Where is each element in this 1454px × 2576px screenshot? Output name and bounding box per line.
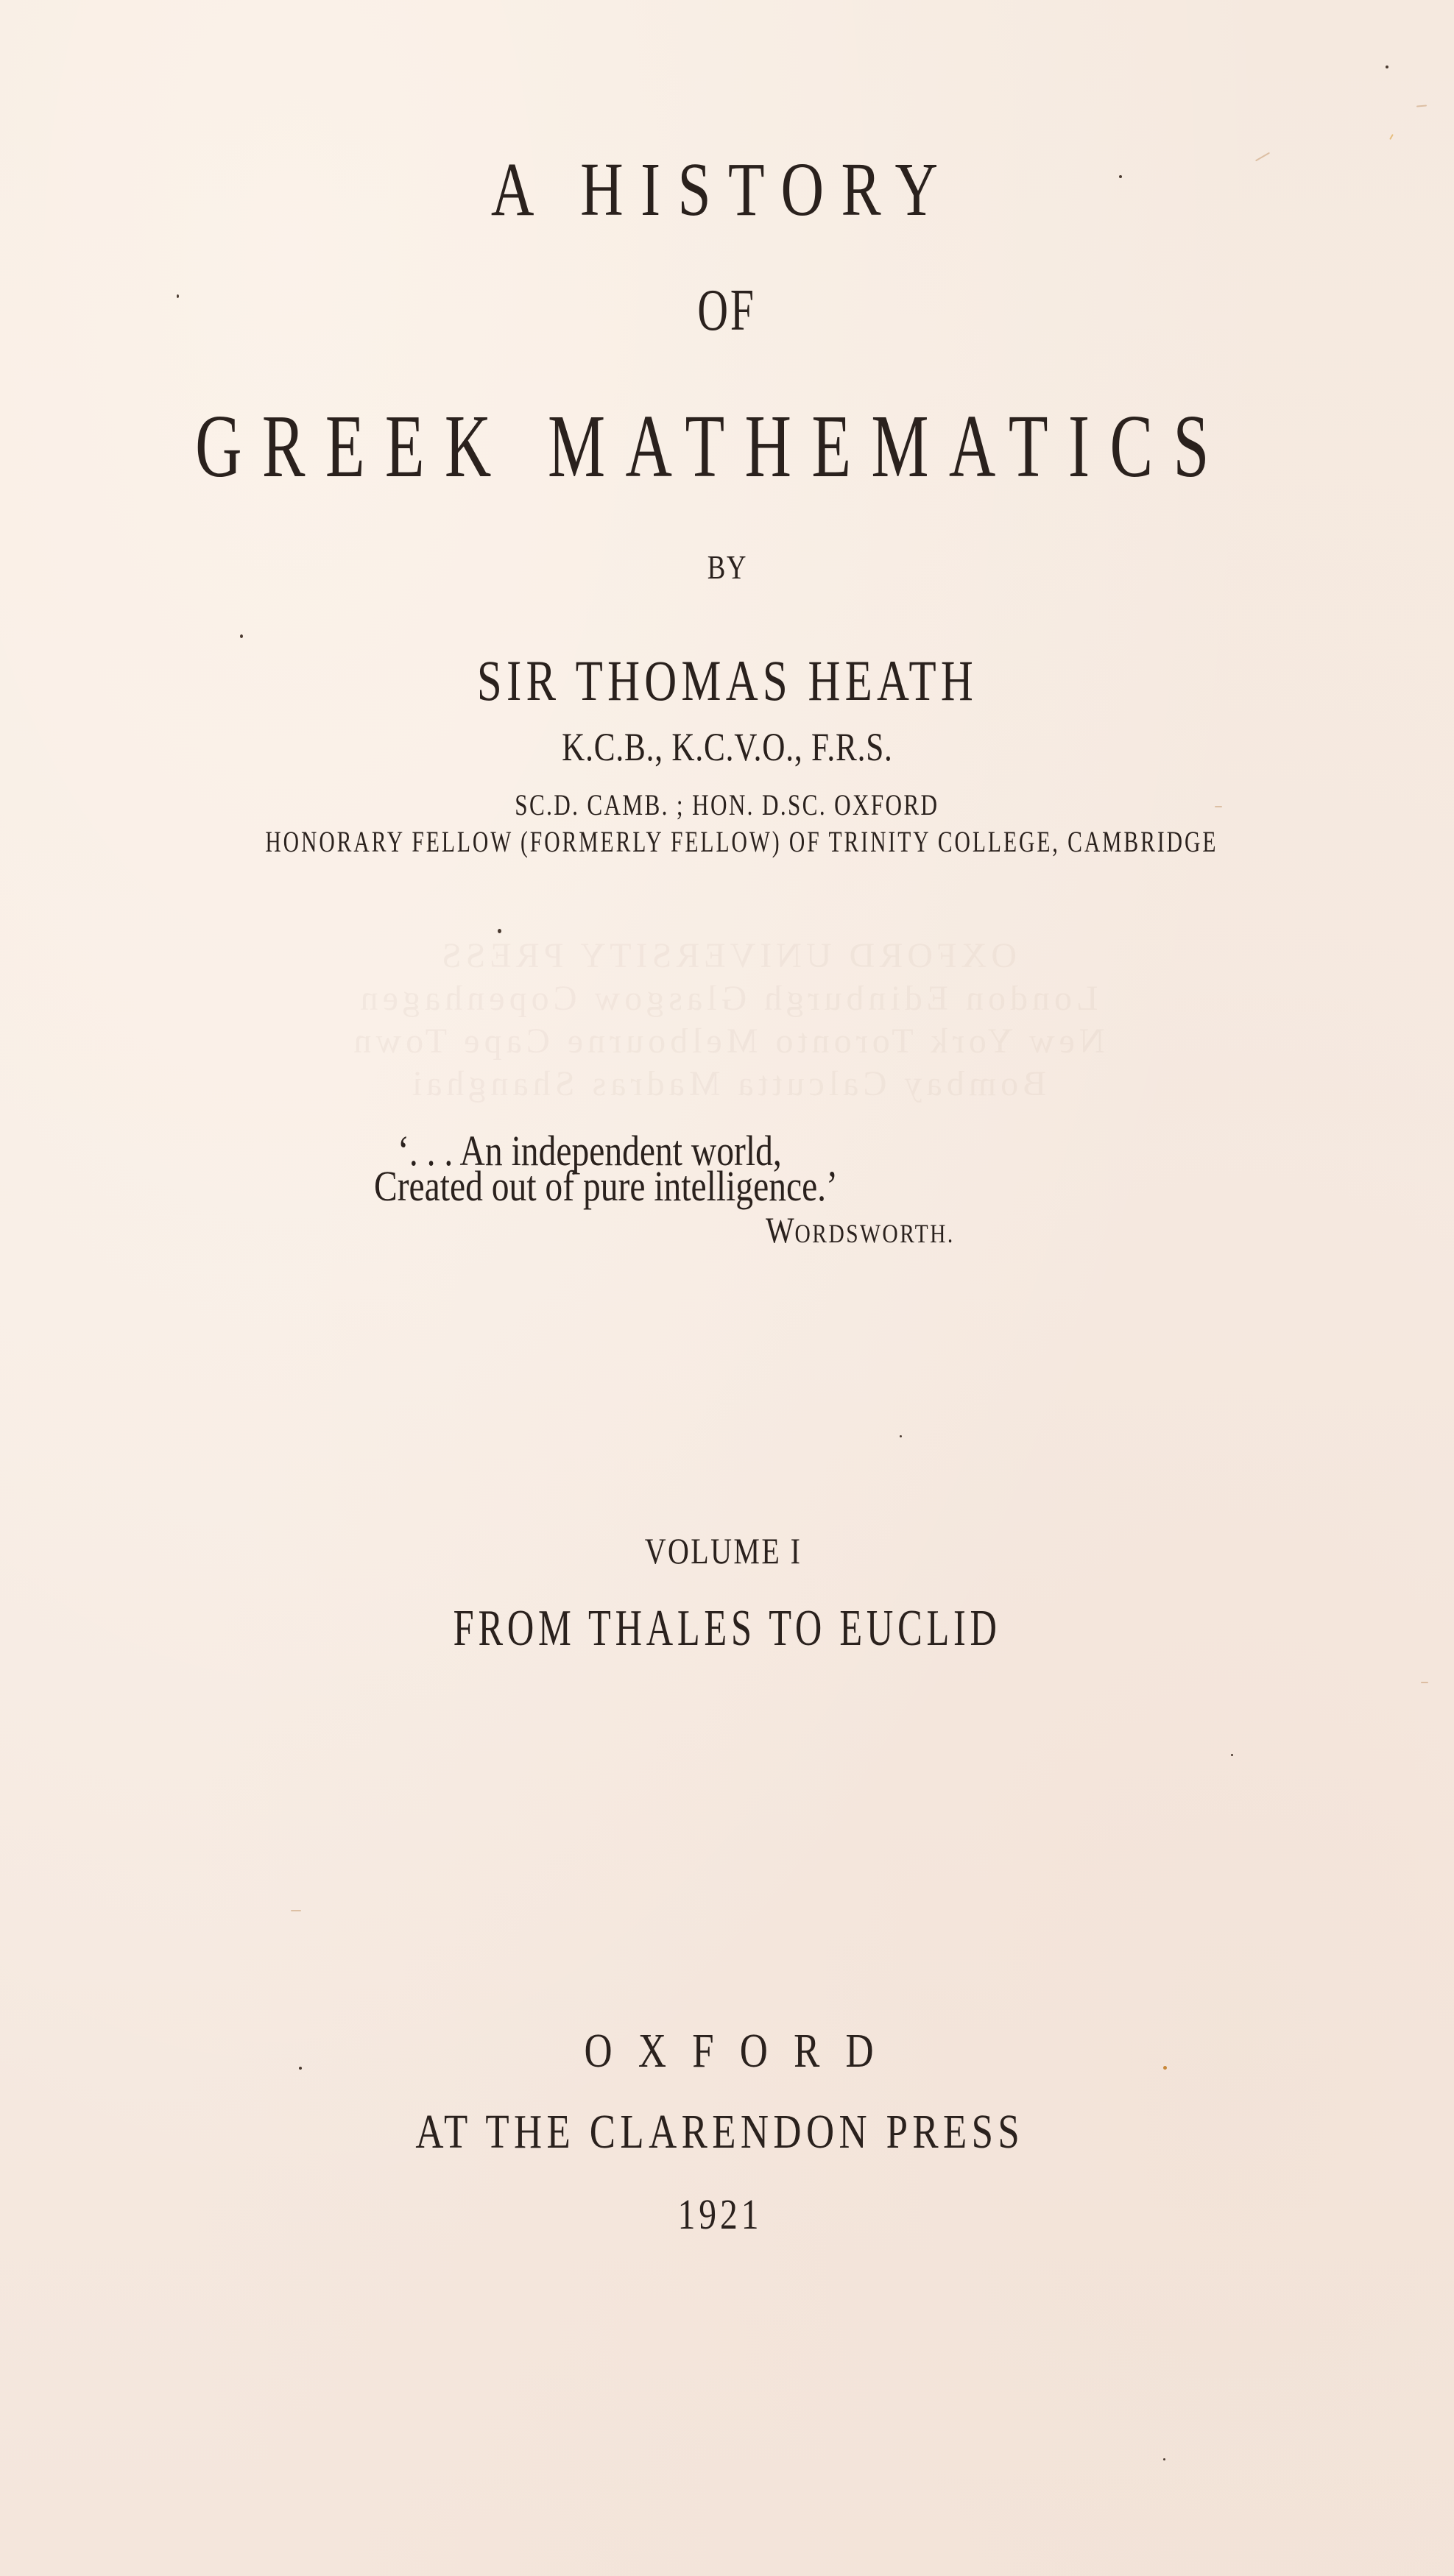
epigraph-line-2: Created out of pure intelligence.’ [374, 1162, 838, 1210]
paper-fiber [1416, 105, 1427, 107]
paper-speck [1386, 66, 1388, 68]
title-a-history: A HISTORY [491, 147, 956, 232]
paper-speck [1163, 2458, 1165, 2460]
attribution-initial: W [766, 1209, 795, 1250]
volume-label-text: VOLUME I [644, 1530, 802, 1571]
by-label: BY [707, 548, 747, 586]
imprint-publisher-text: AT THE CLARENDON PRESS [415, 2105, 1024, 2159]
volume-label [0, 1532, 1454, 1569]
author-name-text: SIR THOMAS HEATH [476, 648, 978, 712]
show-through-text [0, 935, 1454, 1105]
epigraph-line-1: ‘. . . An independent world, [398, 1127, 782, 1175]
show-through-line: New York Toronto Melbourne Cape Town [349, 1022, 1105, 1061]
imprint-city-text: OXFORD [584, 2024, 900, 2078]
author-fellowship-text: HONORARY FELLOW (FORMERLY FELLOW) OF TRINITY COLLEGE, CAMBRIDGE [265, 825, 1218, 858]
attribution-rest: ORDSWORTH. [794, 1219, 955, 1248]
epigraph-attribution [766, 1209, 955, 1251]
paper-fiber [291, 1910, 301, 1911]
imprint-year [0, 2190, 1454, 2238]
author-fellowship [0, 827, 1454, 857]
paper-fiber [1421, 1682, 1428, 1683]
title-line-3 [0, 397, 1454, 496]
author-honours [0, 727, 1454, 767]
show-through-line: Bombay Calcutta Madras Shanghai [407, 1064, 1047, 1103]
imprint-year-text: 1921 [677, 2190, 762, 2238]
author-name [0, 648, 1454, 712]
title-line-2 [0, 278, 1454, 343]
paper-speck [498, 929, 501, 933]
paper-speck [1231, 1754, 1233, 1756]
show-through-line: OXFORD UNIVERSITY PRESS [437, 936, 1017, 975]
title-greek-mathematics: GREEK MATHEMATICS [195, 397, 1229, 496]
title-line-1 [0, 147, 1454, 232]
author-honours-text: K.C.B., K.C.V.O., F.R.S. [561, 725, 893, 769]
paper-speck [900, 1435, 902, 1437]
author-degrees-text: SC.D. CAMB. ; HON. D.SC. OXFORD [515, 788, 939, 821]
paper-fiber [1389, 134, 1394, 140]
title-of: OF [697, 278, 757, 343]
paper-speck [240, 634, 243, 638]
show-through-line: London Edinburgh Glasgow Copenhagen [356, 979, 1098, 1018]
volume-subtitle-text: FROM THALES TO EUCLID [453, 1600, 1001, 1657]
byline-by [0, 548, 1454, 586]
author-degrees [0, 790, 1454, 820]
volume-subtitle [0, 1600, 1454, 1657]
imprint-publisher [0, 2105, 1454, 2159]
imprint-city [0, 2024, 1454, 2078]
